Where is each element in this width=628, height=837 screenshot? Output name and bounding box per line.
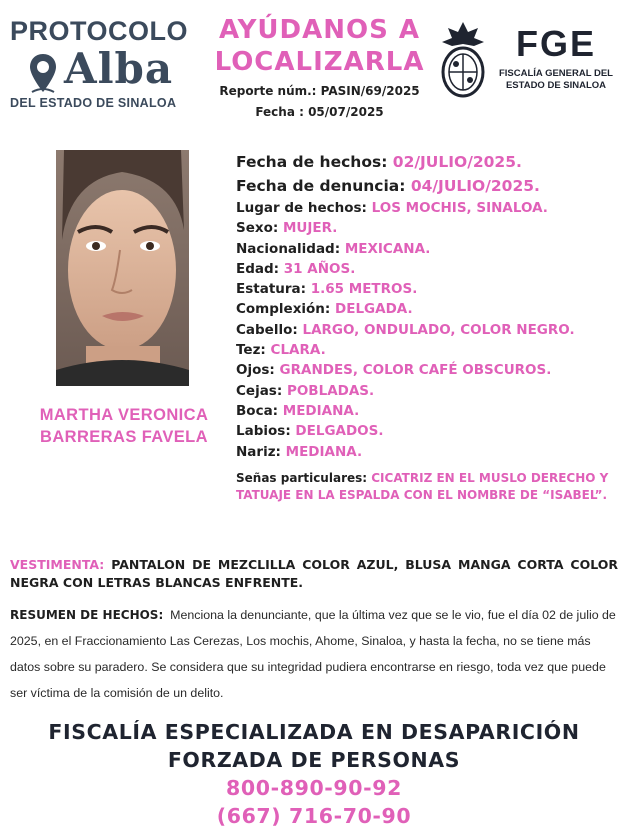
details-list [236, 150, 626, 462]
senas-line-1 [236, 470, 626, 487]
detail-estatura [236, 279, 626, 299]
detail-nariz [236, 442, 626, 462]
fge-acronym: FGE [515, 23, 596, 64]
report-date: Fecha : 05/07/2025 [255, 105, 384, 119]
detail-value: DELGADA. [335, 301, 413, 318]
logo-protocolo-text: PROTOCOLO [10, 16, 189, 46]
detail-label: Complexión: [236, 301, 336, 318]
location-pin-icon [28, 52, 58, 96]
logo-alba-text: Alba [64, 44, 174, 93]
detail-boca [236, 401, 626, 421]
detail-label: Ojos: [236, 362, 280, 379]
detail-labios [236, 421, 626, 441]
detail-fecha-denuncia [236, 174, 626, 198]
detail-complexion [236, 299, 626, 319]
resumen-label: RESUMEN DE HECHOS: [10, 608, 164, 622]
detail-value: GRANDES, COLOR CAFÉ OBSCUROS. [279, 362, 552, 379]
detail-value: MEDIANA. [285, 443, 363, 460]
detail-label: Estatura: [236, 281, 311, 298]
footer [0, 718, 628, 830]
detail-nacionalidad [236, 239, 626, 259]
detail-label: Sexo: [236, 220, 283, 237]
detail-label: Nacionalidad: [236, 240, 345, 257]
detail-value: 04/JULIO/2025. [410, 177, 540, 195]
person-name-line-2: BARRERAS FAVELA [40, 428, 208, 446]
footer-line-1: FISCALÍA ESPECIALIZADA EN DESAPARICIÓN [48, 720, 580, 744]
footer-phone-1[interactable]: 800-890-90-92 [226, 776, 402, 800]
detail-value: LOS MOCHIS, SINALOA. [371, 200, 548, 216]
detail-value: 31 AÑOS. [283, 260, 356, 277]
detail-label: Cejas: [236, 382, 287, 399]
fge-line-1: FISCALÍA GENERAL DEL [498, 68, 613, 79]
person-name [18, 404, 230, 448]
fge-logo [490, 24, 622, 92]
senas-particulares [236, 470, 626, 504]
protocolo-alba-logo [8, 14, 200, 114]
detail-fecha-hechos [236, 150, 626, 174]
person-photo [56, 150, 189, 386]
senas-value-1: CICATRIZ EN EL MUSLO DERECHO Y [371, 471, 609, 485]
detail-label: Tez: [236, 342, 271, 359]
footer-phone-2[interactable]: (667) 716-70-90 [216, 804, 412, 828]
detail-value: POBLADAS. [286, 382, 375, 399]
detail-sexo [236, 218, 626, 238]
header [0, 0, 628, 128]
senas-value-2: TATUAJE EN LA ESPALDA CON EL NOMBRE DE “ISABEL”. [236, 488, 608, 502]
detail-cabello [236, 320, 626, 340]
senas-label: Señas particulares: [236, 471, 372, 485]
vestimenta-label: VESTIMENTA: [10, 557, 112, 572]
detail-lugar-hechos [236, 198, 626, 218]
person-name-line-1: MARTHA VERONICA [39, 406, 209, 424]
report-number: Reporte núm.: PASIN/69/2025 [219, 84, 420, 98]
detail-label: Boca: [236, 402, 283, 419]
title-line-1: AYÚDANOS A [218, 15, 421, 45]
detail-edad [236, 259, 626, 279]
detail-label: Lugar de hechos: [236, 200, 372, 216]
detail-ojos [236, 360, 626, 380]
detail-value: LARGO, ONDULADO, COLOR NEGRO. [302, 321, 575, 338]
detail-cejas [236, 381, 626, 401]
detail-value: MEDIANA. [282, 402, 360, 419]
detail-value: 1.65 METROS. [310, 281, 418, 298]
resumen-hechos [10, 602, 620, 706]
vestimenta [10, 556, 618, 592]
state-seal-icon [440, 18, 486, 100]
vestimenta-value: PANTALON DE MEZCLILLA COLOR AZUL, BLUSA MANGA CORTA COLOR NEGRA CON LETRAS BLANCAS ENFRENTE. [10, 557, 618, 590]
detail-label: Edad: [236, 260, 284, 277]
detail-label: Fecha de denuncia: [236, 177, 411, 195]
detail-value: DELGADOS. [295, 423, 384, 440]
logo-state-text: DEL ESTADO DE SINALOA [10, 96, 177, 110]
title-block [212, 14, 427, 120]
title-line-2: LOCALIZARLA [214, 47, 425, 77]
detail-label: Nariz: [236, 443, 286, 460]
fge-line-2: ESTADO DE SINALOA [505, 80, 607, 91]
detail-value: 02/JULIO/2025. [392, 153, 522, 171]
person-portrait [56, 150, 189, 386]
detail-label: Cabello: [236, 321, 303, 338]
detail-label: Fecha de hechos: [236, 153, 393, 171]
resumen-text: Menciona la denunciante, que la última vez que se le vio, fue el día 02 de julio de 2025, en el Fraccionamiento Las Cerezas, Los mochis, Ahome, Sinaloa, y hasta la fecha, no se tiene más datos sobre su paradero. Se considera que su integridad pudiera encontrarse en riesgo, toda vez que puede ser víctima de la comisión de un delito. [10, 608, 616, 700]
detail-label: Labios: [236, 423, 296, 440]
footer-line-2: FORZADA DE PERSONAS [167, 748, 461, 772]
detail-value: CLARA. [270, 342, 326, 359]
detail-value: MUJER. [282, 220, 338, 237]
detail-tez [236, 340, 626, 360]
detail-value: MEXICANA. [344, 240, 431, 257]
